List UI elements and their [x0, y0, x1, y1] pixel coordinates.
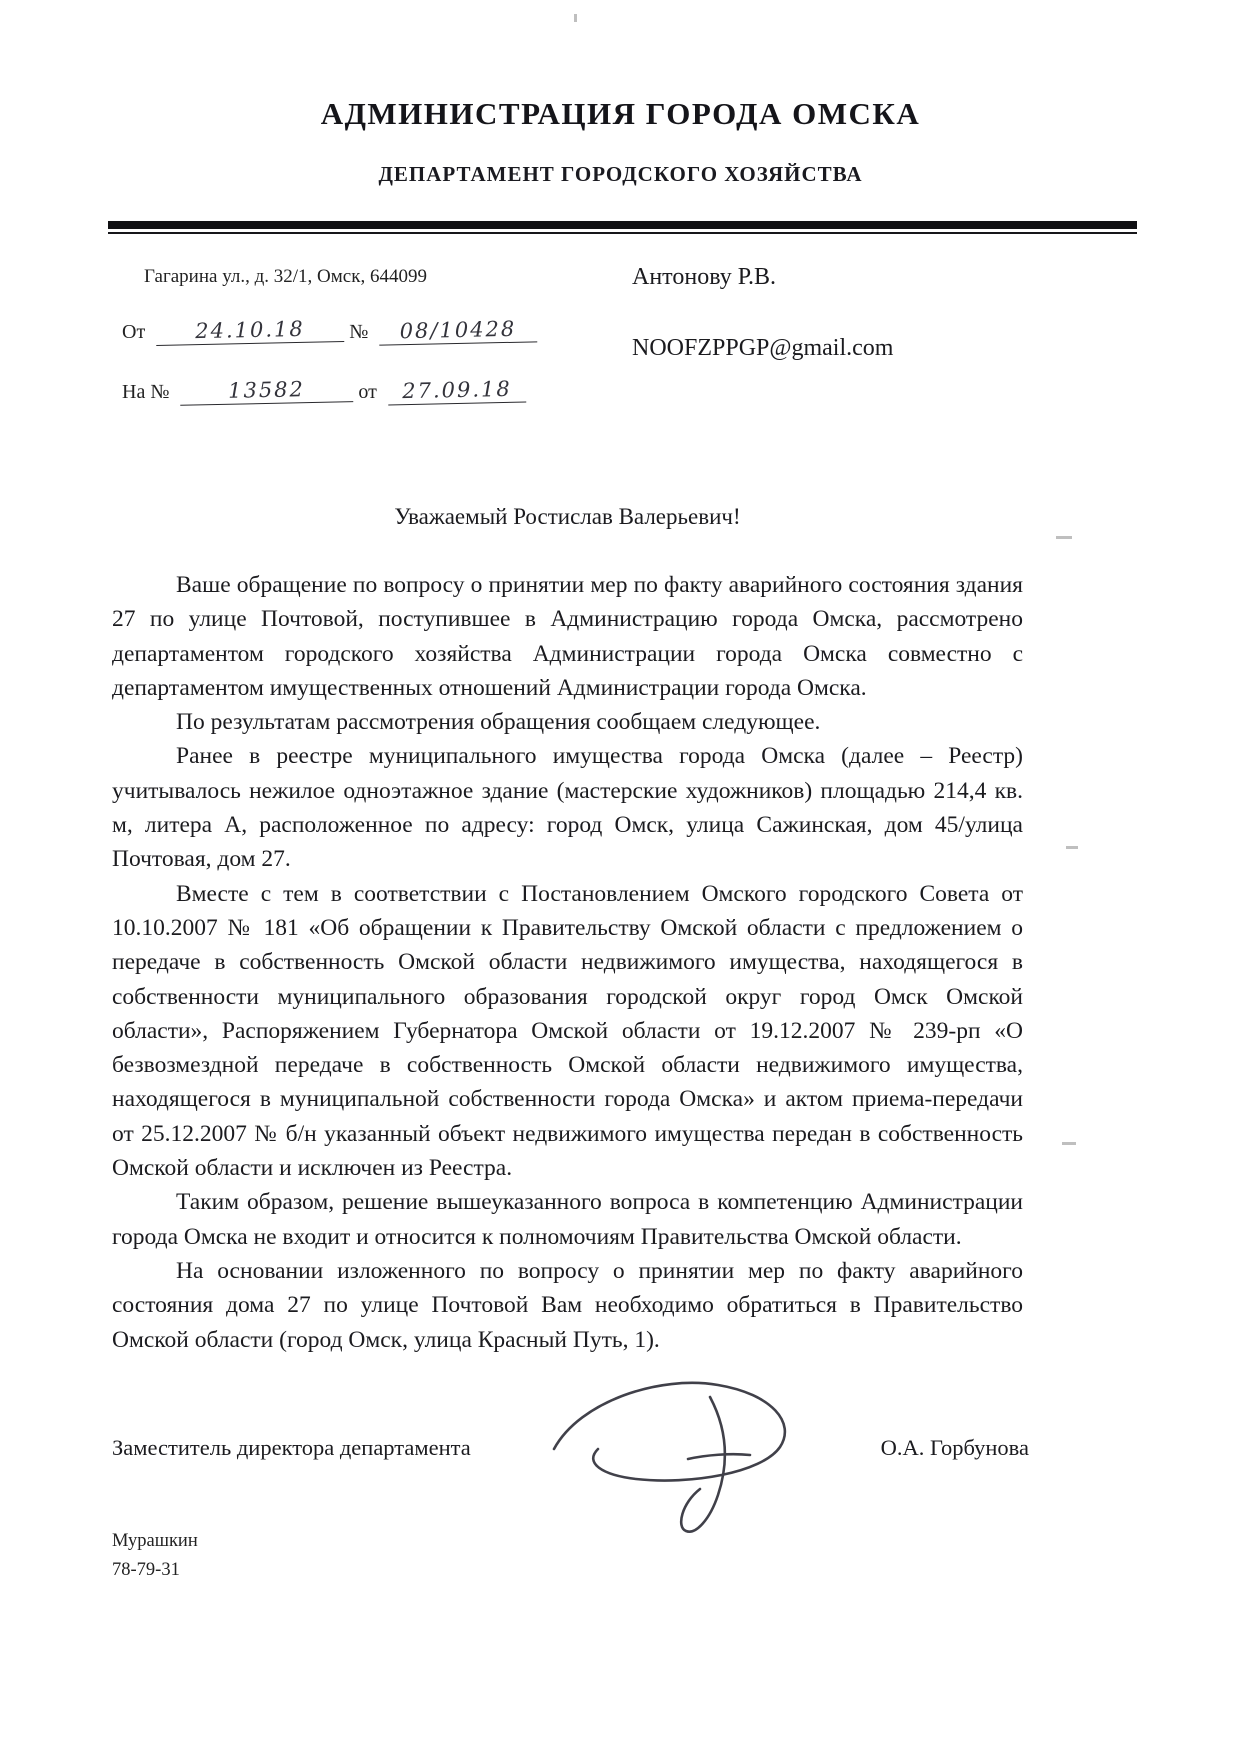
scan-artifact: [1066, 846, 1078, 849]
paragraph-2: По результатам рассмотрения обращения сообщаем следующее.: [176, 709, 821, 736]
incoming-number-row: [122, 378, 622, 404]
paragraph-1: Ваше обращение по вопросу о принятии мер по факту аварийного состояния здания 27 по улице Почтовой, поступившее в Администрацию города Омска, рассмотрено департаментом городского хозяйства Администрации города Омска совместно с департаментом имущественных отношений Администрации города Омска.: [112, 572, 1023, 701]
signature-row: [0, 1435, 1241, 1461]
paragraph-3: Ранее в реестре муниципального имущества города Омска (далее – Реестр) учитывалось нежилое одноэтажное здание (мастерские художников) площадью 214,4 кв. м, литера А, расположенное по адресу: город Омск, улица Сажинская, дом 45/улица Почтовая, дом 27.: [112, 743, 1023, 873]
incoming-date-field: 27.09.18: [388, 377, 527, 406]
header-rule: [108, 221, 1137, 234]
recipient-name: Антонову Р.В.: [632, 264, 777, 290]
number-label: №: [349, 321, 369, 343]
scan-artifact: [1062, 1142, 1076, 1145]
from-label: От: [122, 321, 146, 343]
reply-label: На №: [122, 381, 170, 403]
executor-phone: 78-79-31: [112, 1559, 180, 1580]
handwritten-signature-icon: [540, 1363, 820, 1543]
scan-artifact: [574, 14, 577, 22]
letterhead: [0, 0, 1241, 187]
paragraph-5: Таким образом, решение вышеуказанного вопроса в компетенцию Администрации города Омска не входит и относится к полномочиям Правительства Омской области.: [112, 1189, 1023, 1250]
reply-date-label: от: [358, 381, 377, 403]
outgoing-number-field: 08/10428: [379, 316, 538, 345]
salutation: Уважаемый Ростислав Валерьевич!: [394, 504, 741, 529]
scan-artifact: [1056, 536, 1072, 539]
signer-name: О.А. Горбунова: [880, 1434, 1029, 1460]
sender-block: [122, 260, 622, 438]
signer-position: Заместитель директора департамента: [112, 1434, 471, 1460]
header-rule-thick: [108, 221, 1137, 229]
executor-block: [0, 1527, 1241, 1584]
recipient-block: [622, 260, 1137, 438]
incoming-number-field: 13582: [180, 376, 354, 406]
sender-address: Гагарина ул., д. 32/1, Омск, 644099: [144, 266, 427, 287]
from-date-field: 24.10.18: [156, 316, 345, 346]
executor-name: Мурашкин: [112, 1530, 198, 1551]
paragraph-4: Вместе с тем в соответствии с Постановлением Омского городского Совета от 10.10.2007 № 181 «Об обращении к Правительству Омской области с предложением о передаче в собственность Омской области недвижимого имущества, находящегося в собственности муниципального образования городской округ город Омск Омской области», Распоряжением Губернатора Омской области от 19.12.2007 № 239-рп «О безвозмездной передаче в собственность Омской области недвижимого имущества, находящегося в муниципальной собственности города Омска» и актом приема-передачи от 25.12.2007 № б/н указанный объект недвижимого имущества передан в собственность Омской области и исключен из Реестра.: [112, 880, 1023, 1182]
outgoing-number-row: [122, 318, 622, 344]
recipient-email: NOOFZPPGP@gmail.com: [632, 335, 894, 361]
letter-body: [0, 568, 1241, 1357]
department-name: ДЕПАРТАМЕНТ ГОРОДСКОГО ХОЗЯЙСТВА: [378, 162, 863, 186]
paragraph-6: На основании изложенного по вопросу о принятии мер по факту аварийного состояния дома 27 по улице Почтовой Вам необходимо обратиться в Правительство Омской области (город Омск, улица Красный Путь, 1).: [112, 1257, 1023, 1353]
org-name: АДМИНИСТРАЦИЯ ГОРОДА ОМСКА: [320, 96, 921, 131]
letter-meta: [0, 234, 1241, 438]
